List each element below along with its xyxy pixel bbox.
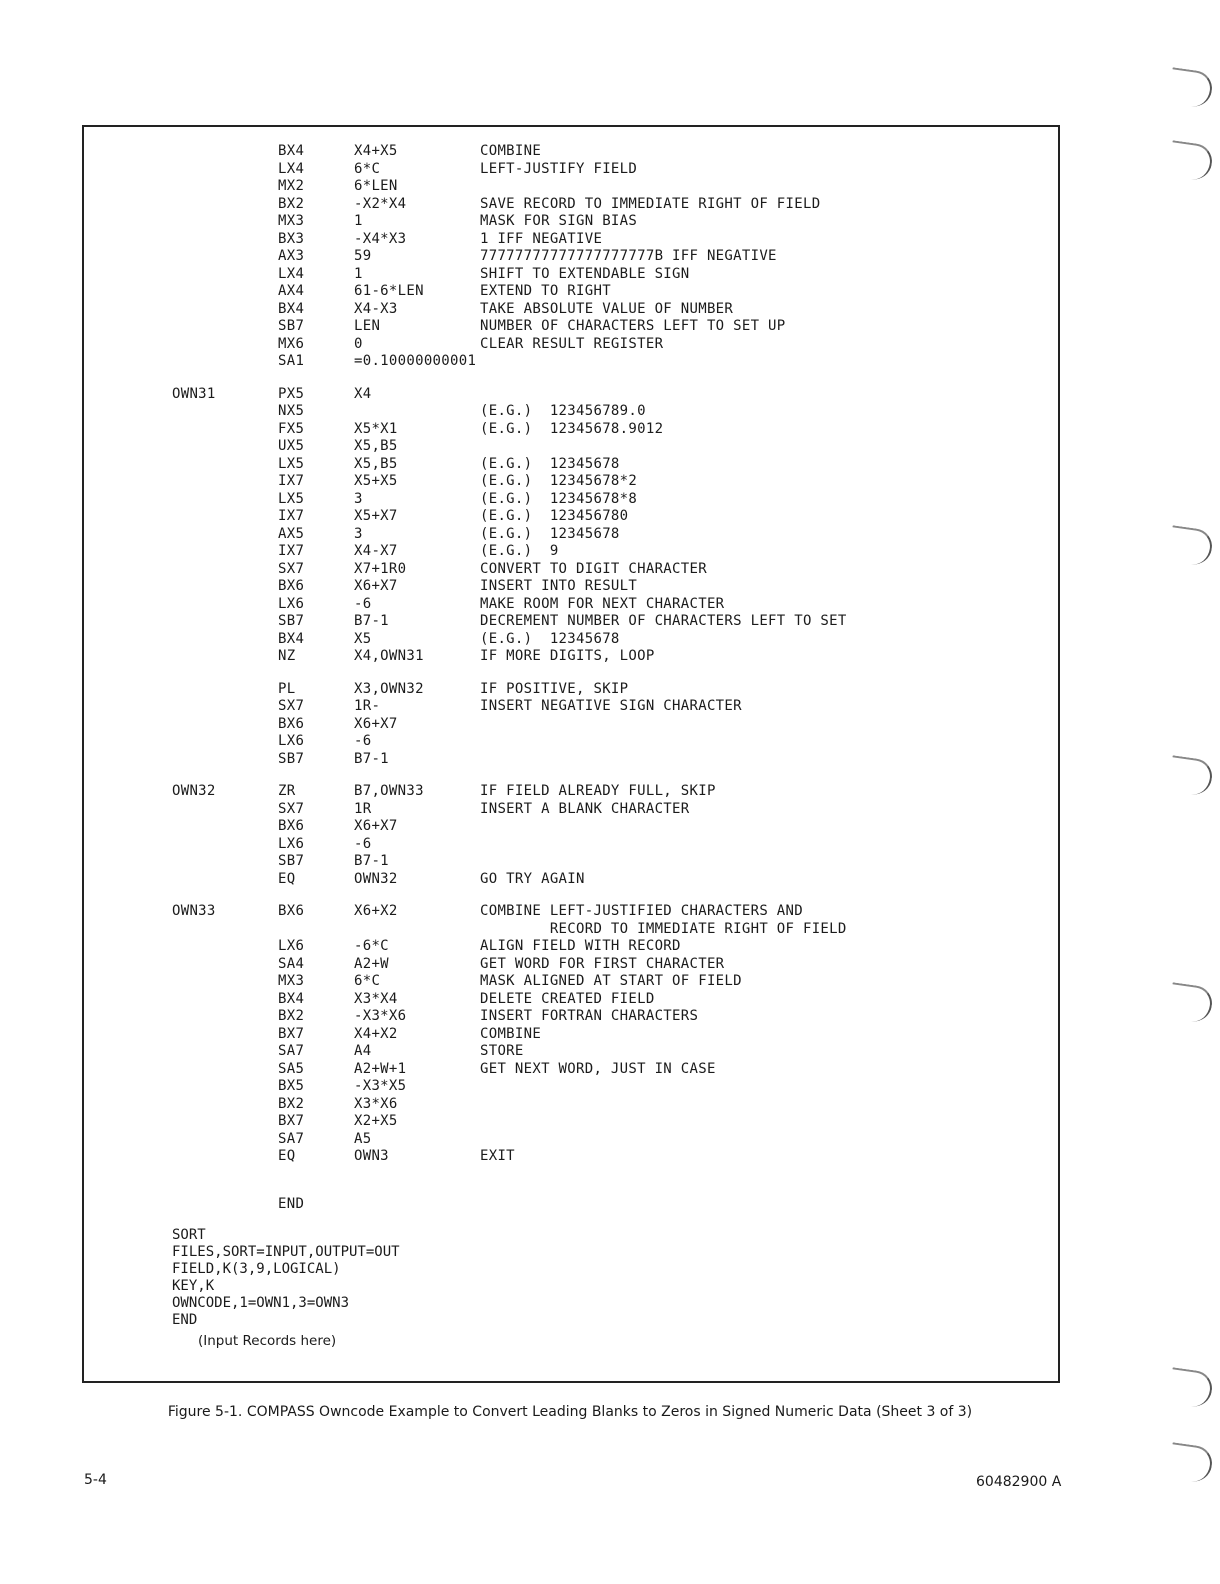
- code-operand: OWN3: [354, 1148, 389, 1164]
- code-opcode: ZR: [278, 783, 296, 799]
- code-opcode: MX6: [278, 335, 305, 352]
- code-comment: EXIT: [480, 1148, 515, 1164]
- code-comment: CONVERT TO DIGIT CHARACTER: [480, 560, 707, 577]
- code-opcode: SB7: [278, 853, 305, 869]
- code-opcode: END: [278, 1195, 305, 1212]
- code-operand: X4-X7: [354, 543, 398, 559]
- code-opcode: BX4: [278, 630, 305, 647]
- code-comment: INSERT A BLANK CHARACTER: [480, 800, 690, 817]
- code-operand: A2+W: [354, 955, 389, 972]
- code-operand: X6+X7: [354, 818, 398, 834]
- code-opcode: SX7: [278, 698, 305, 714]
- code-operand: B7-1: [354, 853, 389, 869]
- code-operand: 59: [354, 248, 372, 264]
- code-operand: 1R: [354, 800, 372, 817]
- code-opcode: LX4: [278, 160, 305, 177]
- code-opcode: BX2: [278, 1095, 305, 1112]
- code-operand: -X3*X5: [354, 1078, 407, 1094]
- code-opcode: BX3: [278, 230, 305, 247]
- binder-hole-icon: [1168, 67, 1215, 108]
- code-opcode: PX5: [278, 385, 305, 402]
- code-opcode: LX5: [278, 455, 305, 472]
- code-opcode: EQ: [278, 870, 296, 887]
- code-opcode: SA7: [278, 1043, 305, 1059]
- code-comment: DECREMENT NUMBER OF CHARACTERS LEFT TO SET: [480, 613, 847, 629]
- code-operand: -X3*X6: [354, 1008, 407, 1024]
- code-comment: NUMBER OF CHARACTERS LEFT TO SET UP: [480, 318, 786, 334]
- code-opcode: BX5: [278, 1078, 305, 1094]
- code-comment: ALIGN FIELD WITH RECORD: [480, 938, 681, 954]
- code-comment: STORE: [480, 1043, 524, 1059]
- sort-directive-line: SORT: [172, 1227, 206, 1243]
- sort-directive-line: FILES,SORT=INPUT,OUTPUT=OUT: [172, 1244, 400, 1260]
- code-comment: COMBINE: [480, 143, 542, 159]
- code-comment: (E.G.) 12345678: [480, 630, 620, 647]
- code-opcode: UX5: [278, 438, 305, 454]
- page-number: 5-4: [84, 1472, 107, 1488]
- code-operand: X7+1R0: [354, 560, 407, 577]
- code-opcode: MX3: [278, 213, 305, 229]
- input-records-note: (Input Records here): [198, 1333, 337, 1349]
- code-comment: DELETE CREATED FIELD: [480, 990, 655, 1007]
- code-opcode: EQ: [278, 1148, 296, 1164]
- code-comment: IF FIELD ALREADY FULL, SKIP: [480, 783, 716, 799]
- code-operand: X5,B5: [354, 455, 398, 472]
- sort-directive-line: END: [172, 1312, 198, 1328]
- code-comment: INSERT FORTRAN CHARACTERS: [480, 1008, 699, 1024]
- code-comment: 1 IFF NEGATIVE: [480, 230, 603, 247]
- code-operand: B7-1: [354, 613, 389, 629]
- sort-directive-line: FIELD,K(3,9,LOGICAL): [172, 1261, 341, 1277]
- code-opcode: SB7: [278, 318, 305, 334]
- code-opcode: LX6: [278, 595, 305, 612]
- code-comment: MASK FOR SIGN BIAS: [480, 213, 638, 229]
- code-operand: X6+X7: [354, 715, 398, 732]
- code-comment: MAKE ROOM FOR NEXT CHARACTER: [480, 595, 725, 612]
- code-operand: 1: [354, 265, 363, 282]
- code-opcode: SX7: [278, 560, 305, 577]
- code-opcode: BX6: [278, 715, 305, 732]
- code-comment: (E.G.) 123456780: [480, 508, 629, 524]
- code-opcode: LX6: [278, 835, 305, 852]
- code-operand: 61-6*LEN: [354, 283, 424, 299]
- code-operand: X5: [354, 630, 372, 647]
- code-comment: SAVE RECORD TO IMMEDIATE RIGHT OF FIELD: [480, 195, 821, 212]
- code-opcode: LX4: [278, 265, 305, 282]
- code-opcode: AX5: [278, 525, 305, 542]
- code-operand: X4+X5: [354, 143, 398, 159]
- code-comment: CLEAR RESULT REGISTER: [480, 335, 664, 352]
- code-opcode: BX4: [278, 143, 305, 159]
- code-opcode: FX5: [278, 420, 305, 437]
- code-opcode: IX7: [278, 508, 305, 524]
- code-operand: 6*C: [354, 160, 381, 177]
- binder-hole-icon: [1168, 982, 1215, 1023]
- code-opcode: BX7: [278, 1025, 305, 1042]
- sort-directive-line: KEY,K: [172, 1278, 215, 1294]
- code-operand: X3*X4: [354, 990, 398, 1007]
- code-operand: -6: [354, 733, 372, 749]
- code-comment: COMBINE: [480, 1025, 542, 1042]
- code-opcode: BX6: [278, 818, 305, 834]
- code-operand: -X2*X4: [354, 195, 407, 212]
- code-operand: 3: [354, 525, 363, 542]
- code-opcode: BX2: [278, 195, 305, 212]
- code-opcode: IX7: [278, 543, 305, 559]
- code-label: OWN33: [172, 903, 216, 919]
- code-comment: (E.G.) 12345678.9012: [480, 420, 664, 437]
- code-comment: (E.G.) 12345678: [480, 525, 620, 542]
- code-comment: SHIFT TO EXTENDABLE SIGN: [480, 265, 690, 282]
- code-opcode: BX4: [278, 990, 305, 1007]
- code-opcode: MX2: [278, 178, 305, 194]
- code-operand: 0: [354, 335, 363, 352]
- code-opcode: BX7: [278, 1113, 305, 1129]
- code-opcode: SA4: [278, 955, 305, 972]
- code-operand: 1: [354, 213, 363, 229]
- code-opcode: SA1: [278, 353, 305, 369]
- code-opcode: SB7: [278, 613, 305, 629]
- code-opcode: PL: [278, 680, 296, 697]
- code-opcode: LX6: [278, 938, 305, 954]
- code-comment: TAKE ABSOLUTE VALUE OF NUMBER: [480, 300, 734, 317]
- code-operand: 1R-: [354, 698, 381, 714]
- code-operand: 6*C: [354, 973, 381, 989]
- code-operand: X3*X6: [354, 1095, 398, 1112]
- code-opcode: NZ: [278, 648, 296, 664]
- code-opcode: SA7: [278, 1130, 305, 1147]
- code-comment: COMBINE LEFT-JUSTIFIED CHARACTERS AND: [480, 903, 803, 919]
- sort-directive-line: OWNCODE,1=OWN1,3=OWN3: [172, 1295, 350, 1311]
- binder-hole-icon: [1168, 140, 1215, 181]
- code-comment: (E.G.) 9: [480, 543, 559, 559]
- code-opcode: SA5: [278, 1060, 305, 1077]
- code-comment: (E.G.) 12345678: [480, 455, 620, 472]
- code-comment: MASK ALIGNED AT START OF FIELD: [480, 973, 742, 989]
- code-comment: (E.G.) 12345678*2: [480, 473, 638, 489]
- code-operand: 3: [354, 490, 363, 507]
- code-comment: (E.G.) 123456789.0: [480, 403, 646, 419]
- code-operand: X5*X1: [354, 420, 398, 437]
- code-operand: -6: [354, 595, 372, 612]
- code-comment: RECORD TO IMMEDIATE RIGHT OF FIELD: [480, 920, 847, 937]
- code-opcode: MX3: [278, 973, 305, 989]
- code-operand: B7-1: [354, 750, 389, 767]
- code-opcode: SB7: [278, 750, 305, 767]
- code-comment: INSERT INTO RESULT: [480, 578, 638, 594]
- code-operand: A4: [354, 1043, 372, 1059]
- code-operand: X3,OWN32: [354, 680, 424, 697]
- code-operand: X5+X5: [354, 473, 398, 489]
- code-operand: B7,OWN33: [354, 783, 424, 799]
- code-opcode: BX2: [278, 1008, 305, 1024]
- code-comment: (E.G.) 12345678*8: [480, 490, 638, 507]
- code-operand: X4: [354, 385, 372, 402]
- code-operand: -X4*X3: [354, 230, 407, 247]
- code-comment: EXTEND TO RIGHT: [480, 283, 611, 299]
- code-label: OWN32: [172, 783, 216, 799]
- code-comment: IF POSITIVE, SKIP: [480, 680, 629, 697]
- code-opcode: AX3: [278, 248, 305, 264]
- code-comment: LEFT-JUSTIFY FIELD: [480, 160, 638, 177]
- code-comment: GET NEXT WORD, JUST IN CASE: [480, 1060, 716, 1077]
- code-opcode: LX5: [278, 490, 305, 507]
- figure-caption: Figure 5-1. COMPASS Owncode Example to Convert Leading Blanks to Zeros in Signed Numeric Data (Sheet 3 of 3): [167, 1404, 973, 1420]
- code-operand: -6: [354, 835, 372, 852]
- binder-hole-icon: [1168, 1367, 1215, 1408]
- code-comment: INSERT NEGATIVE SIGN CHARACTER: [480, 698, 742, 714]
- document-number: 60482900 A: [976, 1474, 1062, 1490]
- code-opcode: BX6: [278, 903, 305, 919]
- code-operand: A2+W+1: [354, 1060, 407, 1077]
- code-operand: LEN: [354, 318, 381, 334]
- code-operand: X5,B5: [354, 438, 398, 454]
- binder-hole-icon: [1168, 755, 1215, 796]
- code-operand: X4-X3: [354, 300, 398, 317]
- code-comment: IF MORE DIGITS, LOOP: [480, 648, 655, 664]
- code-operand: -6*C: [354, 938, 389, 954]
- binder-holes: [1150, 0, 1220, 1584]
- code-opcode: NX5: [278, 403, 305, 419]
- binder-hole-icon: [1168, 525, 1215, 566]
- binder-hole-icon: [1168, 1442, 1215, 1483]
- code-opcode: LX6: [278, 733, 305, 749]
- code-comment: GO TRY AGAIN: [480, 870, 585, 887]
- code-opcode: BX4: [278, 300, 305, 317]
- code-opcode: IX7: [278, 473, 305, 489]
- code-operand: X4+X2: [354, 1025, 398, 1042]
- code-operand: X4,OWN31: [354, 648, 424, 664]
- sort-directives: [172, 1227, 400, 1350]
- code-operand: 6*LEN: [354, 178, 398, 194]
- code-operand: =0.10000000001: [354, 353, 477, 369]
- code-operand: X6+X7: [354, 578, 398, 594]
- code-operand: A5: [354, 1130, 372, 1147]
- code-opcode: BX6: [278, 578, 305, 594]
- code-label: OWN31: [172, 385, 216, 402]
- code-comment: GET WORD FOR FIRST CHARACTER: [480, 955, 725, 972]
- code-operand: X6+X2: [354, 903, 398, 919]
- listing-frame: [82, 125, 1060, 1383]
- code-opcode: AX4: [278, 283, 305, 299]
- code-comment: 77777777777777777777B IFF NEGATIVE: [480, 248, 777, 264]
- code-operand: X2+X5: [354, 1113, 398, 1129]
- code-operand: X5+X7: [354, 508, 398, 524]
- code-opcode: SX7: [278, 800, 305, 817]
- code-operand: OWN32: [354, 870, 398, 887]
